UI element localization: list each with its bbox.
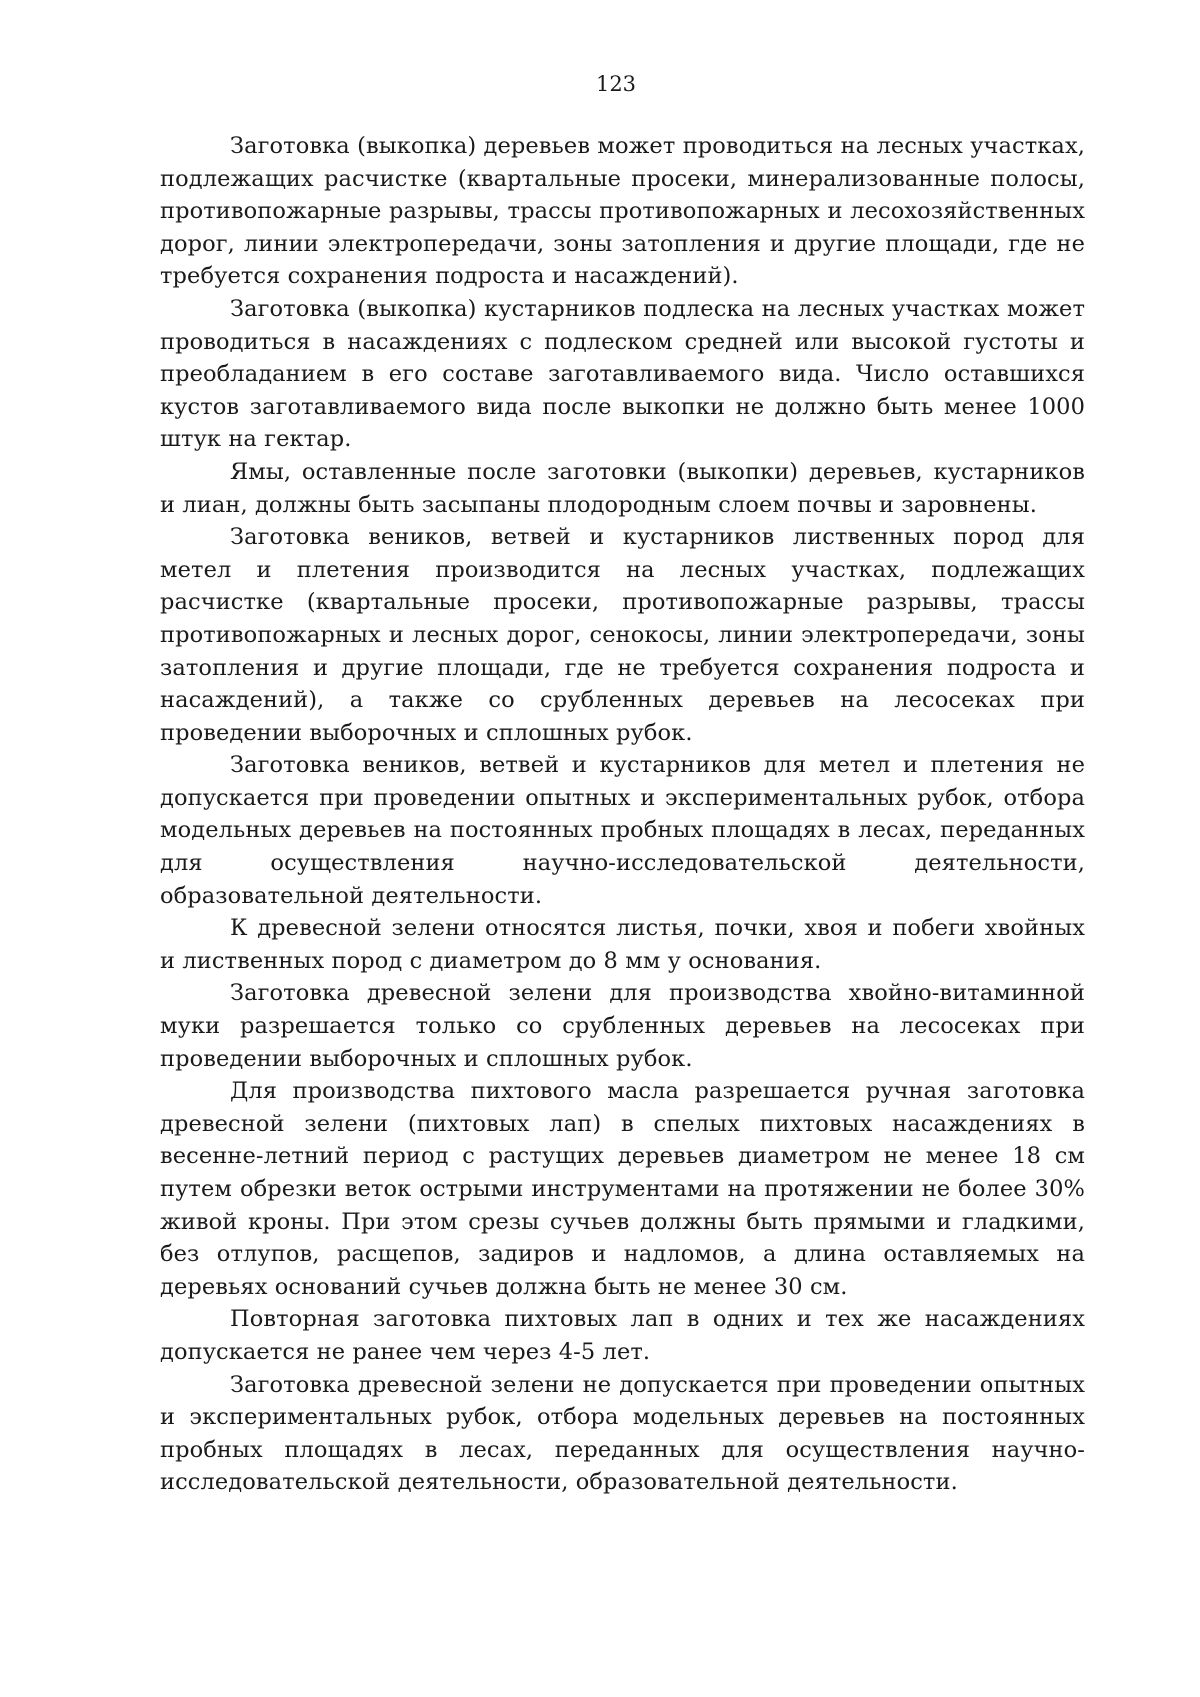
paragraph-tree-digging: Заготовка (выкопка) деревьев может проводиться на лесных участках, подлежащих расчистке (квартальные просеки, минерализованные полосы, противопожарные разрывы, трассы противопожарных и лесохозяйственных дорог, линии электропередачи, зоны затопления и другие площади, где не требуется сохранения подроста и насаждений). <box>160 133 1085 290</box>
paragraph-repeat-harvest: Повторная заготовка пихтовых лап в одних и тех же насаждениях допускается не ранее чем через 4-5 лет. <box>160 1306 1085 1365</box>
paragraph-greenery-restriction: Заготовка древесной зелени не допускается при проведении опытных и экспериментальных рубок, отбора модельных деревьев на постоянных пробных площадях в лесах, переданных для осуществления научно-исследовательской деятельности, образовательной деятельности. <box>160 1371 1085 1496</box>
paragraph-shrub-digging: Заготовка (выкопка) кустарников подлеска на лесных участках может проводиться в насаждениях с подлеском средней или высокой густоты и преобладанием в его составе заготавливаемого вида. Число оставшихся кустов заготавливаемого вида после выкопки не должно быть менее 1000 штук на гектар. <box>160 295 1085 453</box>
paragraph-fir-oil: Для производства пихтового масла разрешается ручная заготовка древесной зелени (пихтовых лап) в спелых пихтовых насаждениях в весенне-летний период с растущих деревьев диаметром не менее 18 см путем обрезки веток острыми инструментами на протяжении не более 30% живой кроны. При этом срезы сучьев должны быть прямыми и гладкими, без отлупов, расщепов, задиров и надломов, а длина оставляемых на деревьях оснований сучьев должна быть не менее 30 см. <box>160 1078 1085 1300</box>
paragraph-brooms-branches: Заготовка веников, ветвей и кустарников лиственных пород для метел и плетения производится на лесных участках, подлежащих расчистке (квартальные просеки, противопожарные разрывы, трассы противопожарных и лесных дорог, сенокосы, линии электропередачи, зоны затопления и другие площади, где не требуется сохранения подроста и насаждений), а также со срубленных деревьев на лесосеках при проведении выборочных и сплошных рубок. <box>160 524 1085 746</box>
paragraph-brooms-restriction: Заготовка веников, ветвей и кустарников для метел и плетения не допускается при проведении опытных и экспериментальных рубок, отбора модельных деревьев на постоянных пробных площадях в лесах, переданных для осуществления научно-исследовательской деятельности, образовательной деятельности. <box>160 752 1085 909</box>
paragraph-pits-backfill: Ямы, оставленные после заготовки (выкопки) деревьев, кустарников и лиан, должны быть засыпаны плодородным слоем почвы и заровнены. <box>160 458 1085 518</box>
paragraph-wood-greenery-definition: К древесной зелени относятся листья, почки, хвоя и побеги хвойных и лиственных пород с диаметром до 8 мм у основания. <box>160 915 1085 974</box>
paragraph-vitamin-flour: Заготовка древесной зелени для производства хвойно-витаминной муки разрешается только со срубленных деревьев на лесосеках при проведении выборочных и сплошных рубок. <box>160 980 1085 1072</box>
page-number: 123 <box>595 72 637 96</box>
document-body <box>160 130 1085 1499</box>
